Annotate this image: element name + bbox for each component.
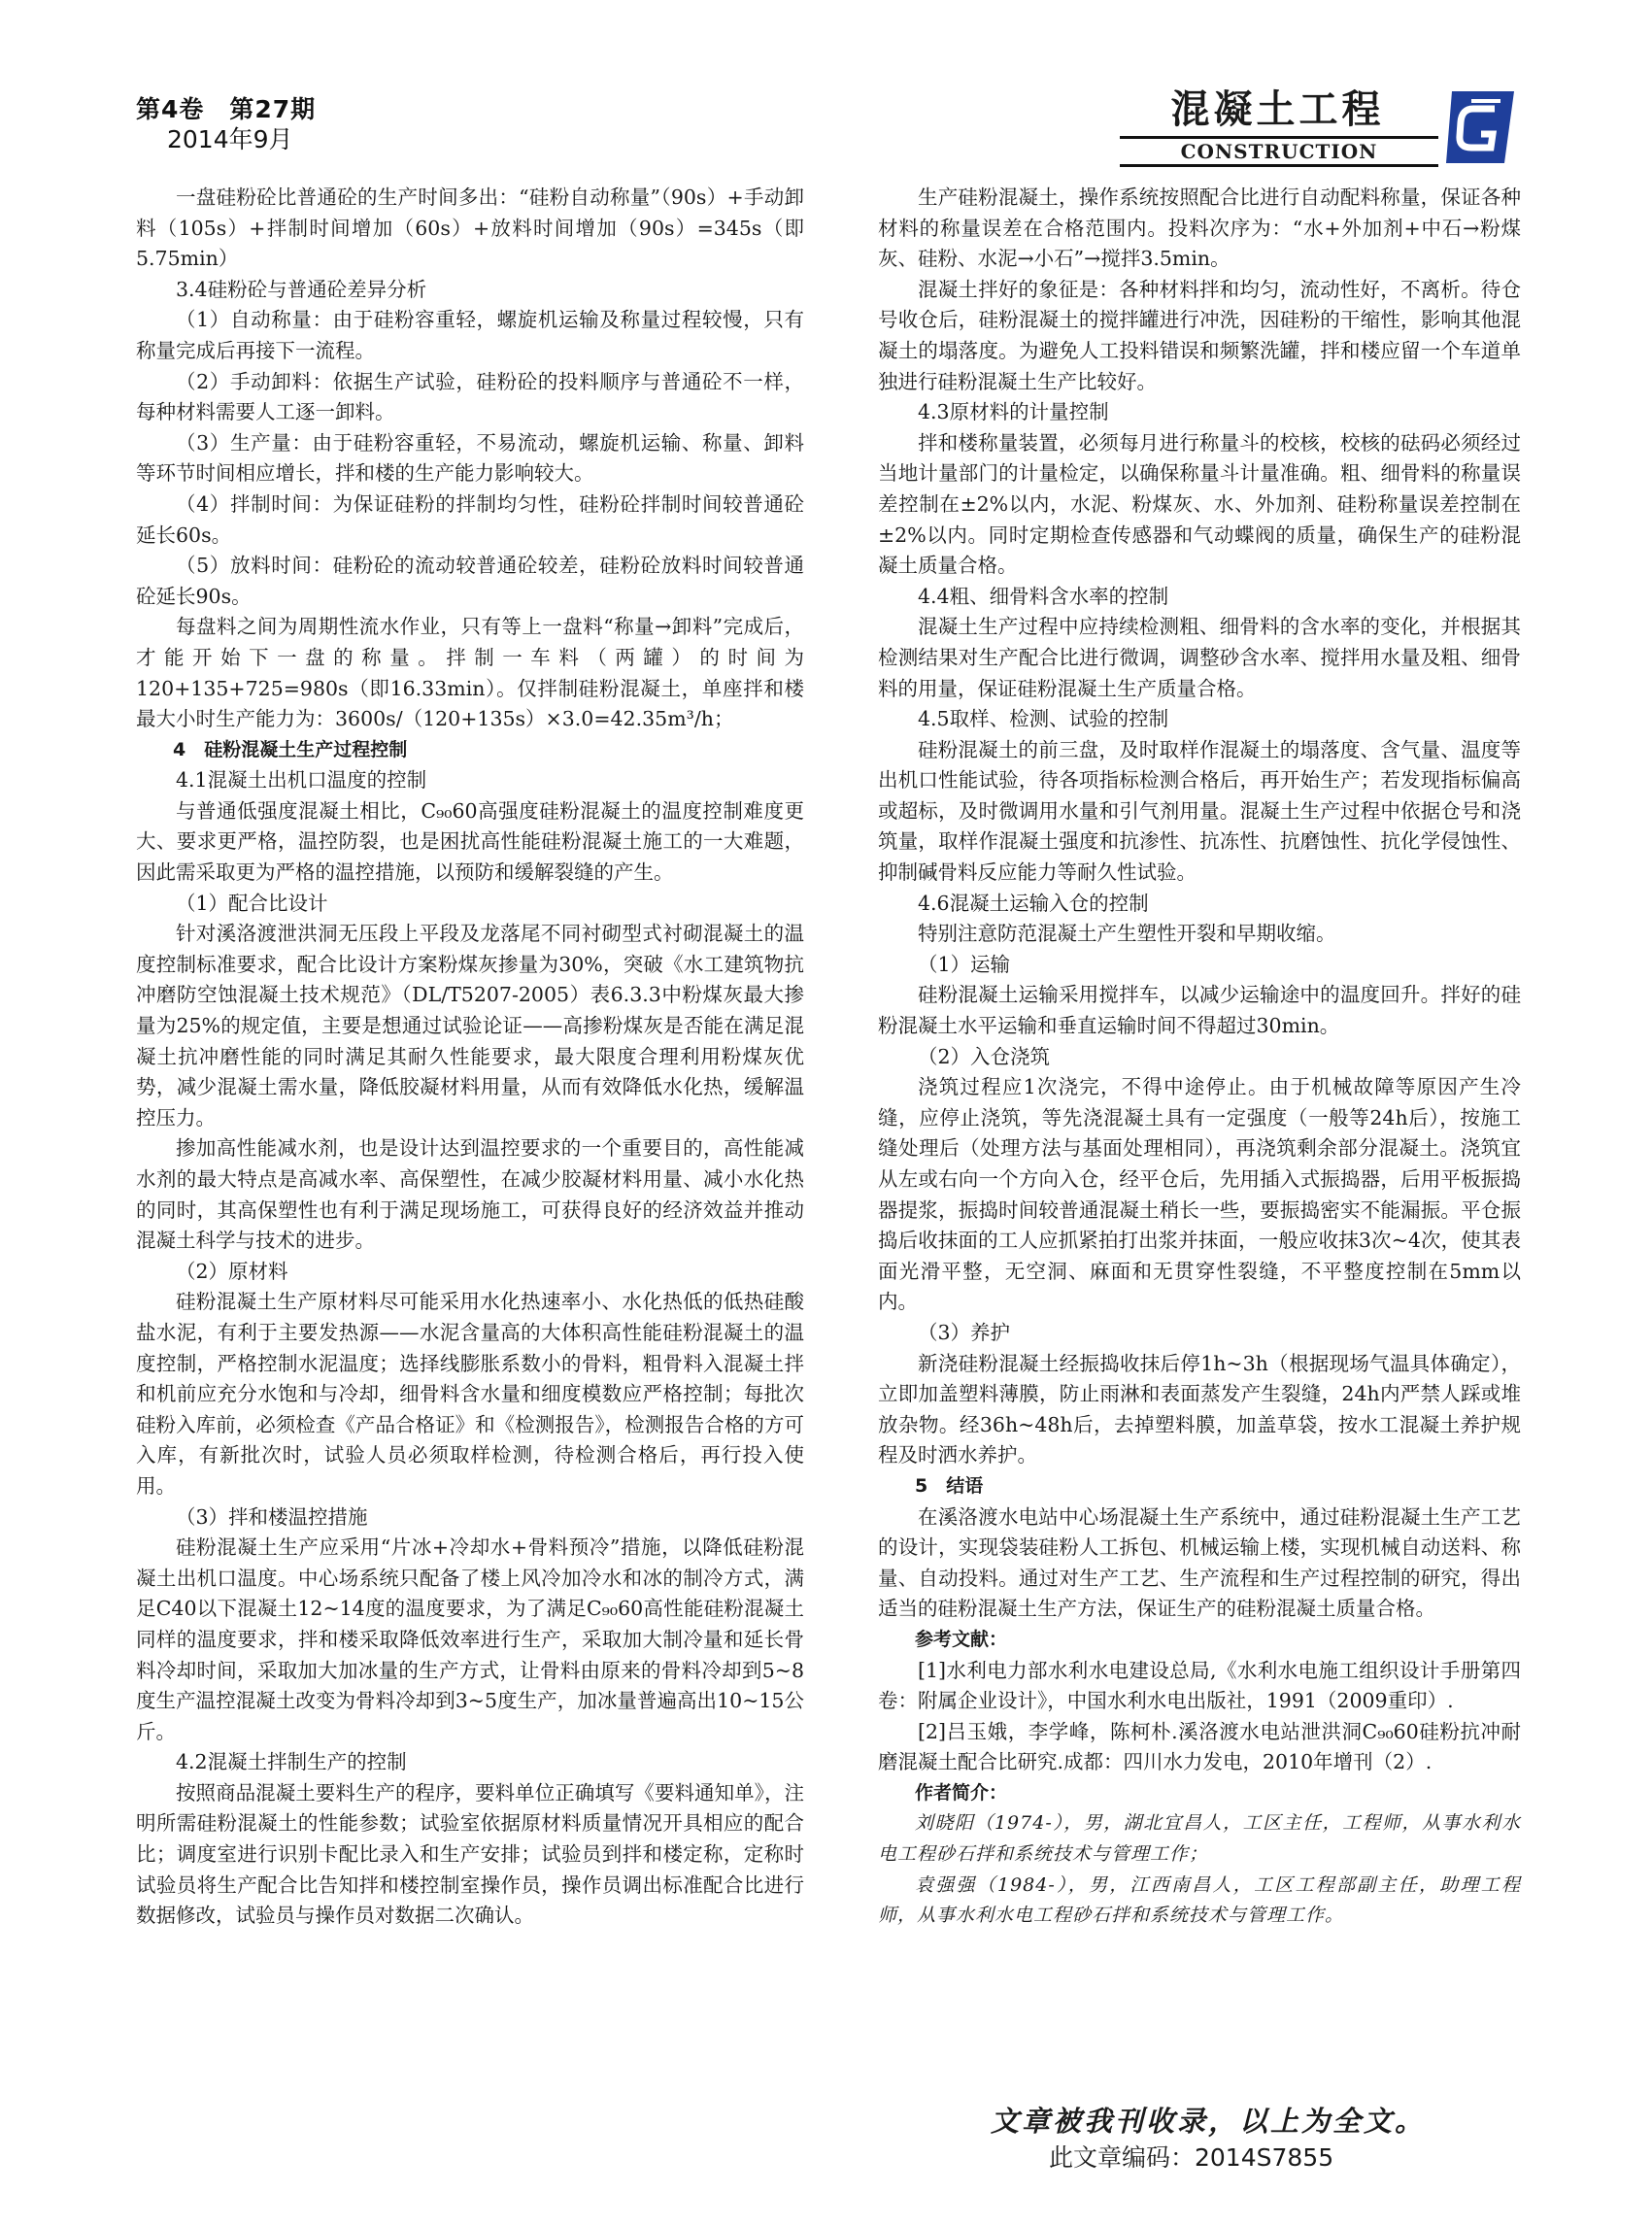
reference-item: [2]吕玉娥，李学峰，陈柯朴.溪洛渡水电站泄洪洞C₉₀60硅粉抗冲耐磨混凝土配合比研究.成都：四川水力发电，2010年增刊（2）. [878,1719,1521,1774]
paragraph: （4）拌制时间：为保证硅粉的拌制均匀性，硅粉砼拌制时间较普通砼延长60s。 [136,491,804,547]
paragraph: 按照商品混凝土要料生产的程序，要料单位正确填写《要料通知单》，注明所需硅粉混凝土的性能参数；试验室依据原材料质量情况开具相应的配合比；调度室进行识别卡配比录入和生产安排；试验员到拌和楼定称，定称时试验员将生产配合比告知拌和楼控制室操作员，操作员调出标准配合比进行数据修改，试验员与操作员对数据二次确认。 [136,1780,804,1928]
brand-en-title: CONSTRUCTION [1120,136,1438,167]
paragraph: 硅粉混凝土的前三盘，及时取样作混凝土的塌落度、含气量、温度等出机口性能试验，待各项指标检测合格后，再开始生产；若发现指标偏高或超标，及时微调用水量和引气剂用量。混凝土生产过程中依据仓号和浇筑量，取样作混凝土强度和抗渗性、抗冻性、抗磨蚀性、抗化学侵蚀性、抑制碱骨料反应能力等耐久性试验。 [878,737,1521,885]
issue-date: 2014年9月 [167,125,293,153]
footer-notice: 文章被我刊收录，以上为全文。 [991,2105,1427,2138]
paragraph: 掺加高性能减水剂，也是设计达到温控要求的一个重要目的，高性能减水剂的最大特点是高减水率、高保塑性，在减少胶凝材料用量、减小水化热的同时，其高保塑性也有利于满足现场施工，可获得良好的经济效益并推动混凝土科学与技术的进步。 [136,1136,804,1253]
author-bio: 刘晓阳（1974-），男，湖北宜昌人，工区主任，工程师，从事水利水电工程砂石拌和系统技术与管理工作； [878,1812,1521,1866]
paragraph: 4.3原材料的计量控制 [918,400,1109,424]
paragraph: 4.5取样、检测、试验的控制 [918,707,1169,731]
journal-logo-icon [1446,87,1520,167]
paragraph: （2）原材料 [176,1259,288,1283]
brand-cn-title: 混凝土工程 [1170,87,1385,132]
paragraph: （3）生产量：由于硅粉容重轻，不易流动，螺旋机运输、称量、卸料等环节时间相应增长，拌和楼的生产能力影响较大。 [136,430,804,486]
paragraph: 每盘料之间为周期性流水作业，只有等上一盘料“称量→卸料”完成后，才能开始下一盘的称量。拌制一车料（两罐）的时间为120+135+725=980s（即16.33min）。仅拌制硅粉混凝土，单座拌和楼最大小时生产能力为：3600s/（120+135s）×3.0=42.35m³/h； [136,615,804,731]
paragraph: 3.4硅粉砼与普通砼差异分析 [176,277,427,301]
paragraph: 新浇硅粉混凝土经振捣收抹后停1h~3h（根据现场气温具体确定），立即加盖塑料薄膜，防止雨淋和表面蒸发产生裂缝，24h内严禁人踩或堆放杂物。经36h~48h后，去掉塑料膜，加盖草袋，按水工混凝土养护规程及时洒水养护。 [878,1351,1521,1467]
paragraph: （1）运输 [918,952,1011,976]
journal-brand [1120,85,1520,169]
paragraph: 生产硅粉混凝土，操作系统按照配合比进行自动配料称量，保证各种材料的称量误差在合格范围内。投料次序为：“水+外加剂+中石→粉煤灰、硅粉、水泥→小石”→搅拌3.5min。 [878,186,1521,271]
paragraph: （2）入仓浇筑 [918,1044,1051,1068]
paragraph: （5）放料时间：硅粉砼的流动较普通砼较差，硅粉砼放料时间较普通砼延长90s。 [136,554,804,608]
paragraph: 4.2混凝土拌制生产的控制 [176,1750,407,1774]
paragraph: （3）养护 [918,1320,1011,1344]
section-heading: 4 硅粉混凝土生产过程控制 [173,738,408,760]
paragraph: 硅粉混凝土运输采用搅拌车，以减少运输途中的温度回升。拌好的硅粉混凝土水平运输和垂直运输时间不得超过30min。 [878,983,1521,1038]
paragraph: （3）拌和楼温控措施 [176,1504,368,1529]
paragraph: （1）配合比设计 [176,891,328,915]
paragraph: 硅粉混凝土生产应采用“片冰+冷却水+骨料预冷”措施，以降低硅粉混凝土出机口温度。中心场系统只配备了楼上风冷加冷水和冰的制冷方式，满足C40以下混凝土12~14度的温度要求，为了满足C₉₀60高性能硅粉混凝土同样的温度要求，拌和楼采取降低效率进行生产，采取加大制冷量和延长骨料冷却时间，采取加大加冰量的生产方式，让骨料由原来的骨料冷却到5~8度生产温控混凝土改变为骨料冷却到3~5度生产，加冰量普遍高出10~15公斤。 [136,1535,804,1743]
footer-article-code: 此文章编码：2014S7855 [1049,2143,1334,2172]
paragraph: （1）自动称量：由于硅粉容重轻，螺旋机运输及称量过程较慢，只有称量完成后再接下一流程。 [136,308,804,362]
paragraph: 一盘硅粉砼比普通砼的生产时间多出：“硅粉自动称量”（90s）+手动卸料（105s）+拌制时间增加（60s）+放料时间增加（90s）=345s（即5.75min） [136,186,804,271]
paragraph: 特别注意防范混凝土产生塑性开裂和早期收缩。 [918,922,1336,946]
paragraph: 针对溪洛渡泄洪洞无压段上平段及龙落尾不同衬砌型式衬砌混凝土的温度控制标准要求，配合比设计方案粉煤灰掺量为30%，突破《水工建筑物抗冲磨防空蚀混凝土技术规范》（DL/T5207-2005）表6.3.3中粉煤灰最大掺量为25%的规定值，主要是想通过试验论证——高掺粉煤灰是否能在满足混凝土抗冲磨性能的同时满足其耐久性能要求，最大限度合理利用粉煤灰优势，减少混凝土需水量，降低胶凝材料用量，从而有效降低水化热，缓解温控压力。 [136,922,804,1130]
footer [991,2102,1426,2175]
paragraph: 拌和楼称量装置，必须每月进行称量斗的校核，校核的砝码必须经过当地计量部门的计量检定，以确保称量斗计量准确。粗、细骨料的称量误差控制在±2%以内，水泥、粉煤灰、水、外加剂、硅粉称量误差控制在±2%以内。同时定期检查传感器和气动蝶阀的质量，确保生产的硅粉混凝土质量合格。 [878,430,1521,578]
paragraph: （2）手动卸料：依据生产试验，硅粉砼的投料顺序与普通砼不一样，每种材料需要人工逐一卸料。 [136,369,804,424]
reference-item: [1]水利电力部水利水电建设总局,《水利水电施工组织设计手册第四卷：附属企业设计》，中国水利水电出版社，1991（2009重印）. [878,1658,1521,1713]
volume-issue: 第4卷 第27期 [136,95,317,123]
paragraph: 在溪洛渡水电站中心场混凝土生产系统中，通过硅粉混凝土生产工艺的设计，实现袋装硅粉人工拆包、机械运输上楼，实现机械自动送料、称量、自动投料。通过对生产工艺、生产流程和生产过程控制的研究，得出适当的硅粉混凝土生产方法，保证生产的硅粉混凝土质量合格。 [878,1504,1521,1621]
left-column [136,183,804,1932]
section-heading: 作者简介： [915,1781,1008,1804]
paragraph: 硅粉混凝土生产原材料尽可能采用水化热速率小、水化热低的低热硅酸盐水泥，有利于主要发热源——水泥含量高的大体积高性能硅粉混凝土的温度控制，严格控制水泥温度；选择线膨胀系数小的骨料，粗骨料入混凝土拌和机前应充分水饱和与冷却，细骨料含水量和细度模数应严格控制；每批次硅粉入库前，必须检查《产品合格证》和《检测报告》，检测报告合格的方可入库，有新批次时，试验人员必须取样检测，待检测合格后，再行投入使用。 [136,1290,804,1498]
right-column [878,183,1521,1932]
paragraph: 浇筑过程应1次浇完，不得中途停止。由于机械故障等原因产生冷缝，应停止浇筑，等先浇混凝土具有一定强度（一般等24h后），按施工缝处理后（处理方法与基面处理相同），再浇筑剩余部分混凝土。浇筑宜从左或右向一个方向入仓，经平仓后，先用插入式振捣器，后用平板振捣器提浆，振捣时间较普通混凝土稍长一些，要振捣密实不能漏振。平仓振捣后收抹面的工人应抓紧拍打出浆并抹面，一般应收抹3次~4次，使其表面光滑平整，无空洞、麻面和无贯穿性裂缝，不平整度控制在5mm以内。 [878,1075,1521,1314]
paragraph: 混凝土拌好的象征是：各种材料拌和均匀，流动性好，不离析。待仓号收仓后，硅粉混凝土的搅拌罐进行冲洗，因硅粉的干缩性，影响其他混凝土的塌落度。为避免人工投料错误和频繁洗罐，拌和楼应留一个车道单独进行硅粉混凝土生产比较好。 [878,277,1521,393]
section-heading: 5 结语 [915,1474,984,1497]
paragraph: 与普通低强度混凝土相比，C₉₀60高强度硅粉混凝土的温度控制难度更大、要求更严格，温控防裂，也是困扰高性能硅粉混凝土施工的一大难题，因此需采取更为严格的温控措施，以预防和缓解裂缝的产生。 [136,798,804,885]
paragraph: 混凝土生产过程中应持续检测粗、细骨料的含水率的变化，并根据其检测结果对生产配合比进行微调，调整砂含水率、搅拌用水量及粗、细骨料的用量，保证硅粉混凝土生产质量合格。 [878,615,1521,700]
author-bio: 袁强强（1984-），男，江西南昌人，工区工程部副主任，助理工程师，从事水利水电工程砂石拌和系统技术与管理工作。 [878,1873,1521,1927]
section-heading: 参考文献： [915,1628,1008,1650]
paragraph: 4.4粗、细骨料含水率的控制 [918,584,1169,608]
paragraph: 4.1混凝土出机口温度的控制 [176,768,427,793]
paragraph: 4.6混凝土运输入仓的控制 [918,891,1149,915]
header-issue-info [136,95,316,155]
